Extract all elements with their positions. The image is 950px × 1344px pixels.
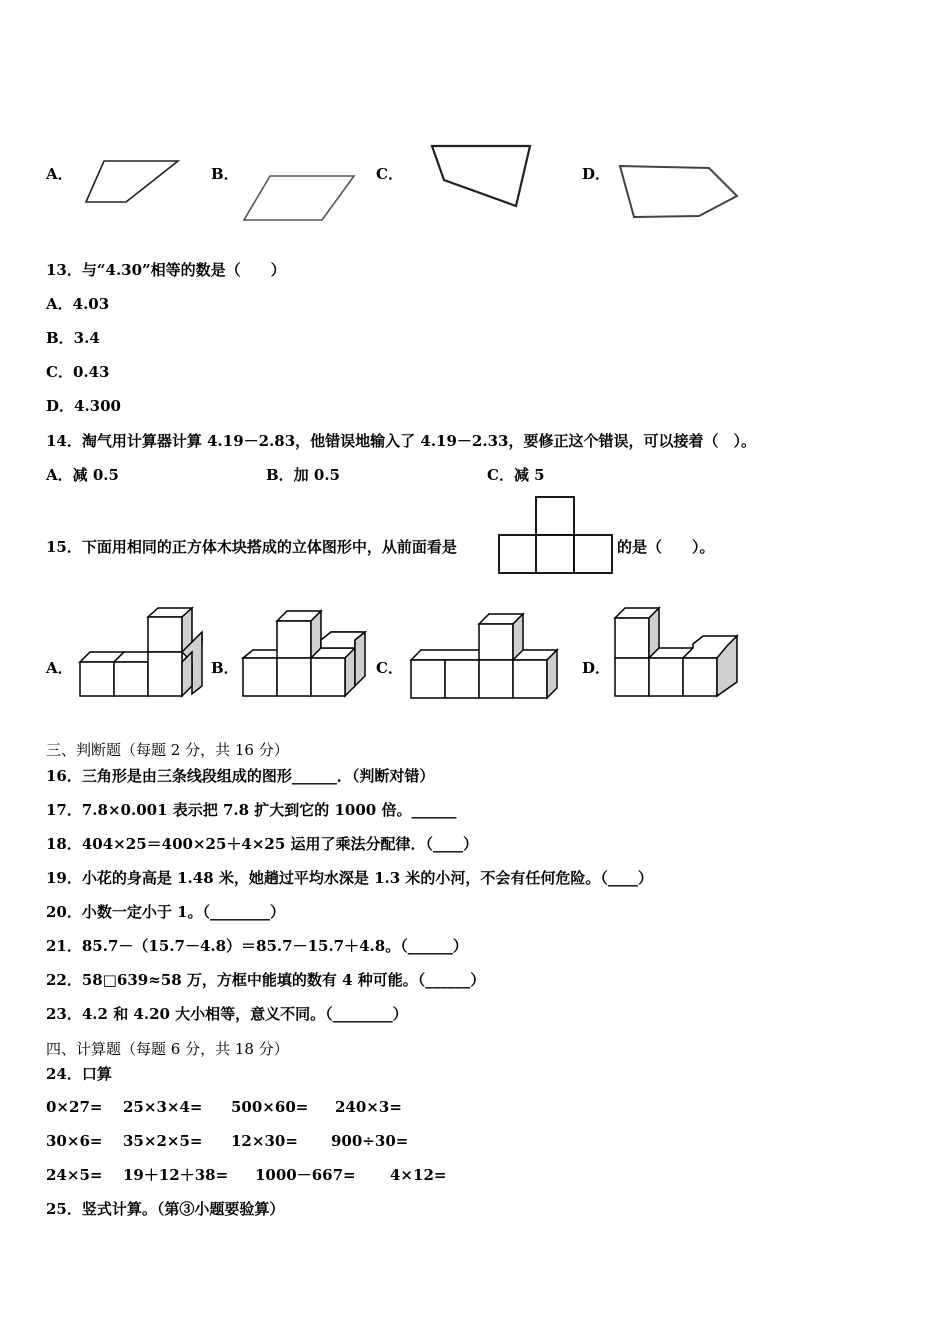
q15-option-a-label: A． (46, 659, 73, 677)
q12-option-d-label: D． (582, 165, 611, 183)
q13-option-d: D．4.300 (46, 397, 121, 415)
q22: 22．58□639≈58 万，方框中能填的数有 4 种可能。（______） (46, 971, 486, 989)
q15-front-view-figure (498, 496, 614, 576)
q14-stem: 14．淘气用计算器计算 4.19－2.83，他错误地输入了 4.19－2.33，要修正这个错误，可以接着（ ）。 (46, 432, 756, 450)
q13-option-a: A．4.03 (46, 295, 110, 313)
q15-solid-a (78, 606, 208, 698)
q14-option-c: C．减 5 (487, 466, 545, 484)
oral-item: 24×5= (46, 1166, 103, 1184)
section-4-title: 四、计算题（每题 6 分，共 18 分） (46, 1040, 289, 1058)
section-3-title: 三、判断题（每题 2 分，共 16 分） (46, 741, 289, 759)
oral-item: 900÷30= (331, 1132, 409, 1150)
q15-solid-b (241, 606, 375, 698)
q21: 21．85.7－（15.7－4.8）＝85.7－15.7＋4.8。（______） (46, 937, 468, 955)
q13-stem: 13．与“4.30”相等的数是（ ） (46, 261, 286, 279)
oral-item: 19＋12＋38= (123, 1166, 229, 1184)
q15-option-d-label: D． (582, 659, 611, 677)
q12-option-b-label: B． (211, 165, 239, 183)
q19: 19．小花的身高是 1.48 米，她趟过平均水深是 1.3 米的小河，不会有任何危险。（____） (46, 869, 653, 887)
q25-title: 25．竖式计算。（第③小题要验算） (46, 1200, 285, 1218)
q12-option-a-label: A． (46, 165, 73, 183)
oral-item: 35×2×5= (123, 1132, 203, 1150)
q12-shape-a (80, 156, 190, 212)
q17: 17．7.8×0.001 表示把 7.8 扩大到它的 1000 倍。______ (46, 801, 457, 819)
oral-item: 12×30= (231, 1132, 298, 1150)
oral-item: 1000－667= (255, 1166, 356, 1184)
q18: 18．404×25＝400×25＋4×25 运用了乘法分配律．（____） (46, 835, 478, 853)
q13-option-c: C．0.43 (46, 363, 110, 381)
oral-item: 500×60= (231, 1098, 309, 1116)
q12-shape-c (428, 140, 538, 214)
oral-item: 4×12= (390, 1166, 447, 1184)
q14-option-b: B．加 0.5 (266, 466, 340, 484)
q15-stem-before: 15．下面用相同的正方体木块搭成的立体图形中，从前面看是 (46, 538, 457, 556)
oral-item: 30×6= (46, 1132, 103, 1150)
q15-option-b-label: B． (211, 659, 239, 677)
q15-solid-c (409, 610, 565, 702)
q15-solid-d (613, 606, 743, 698)
q24-title: 24．口算 (46, 1065, 112, 1083)
oral-item: 0×27= (46, 1098, 103, 1116)
q12-shape-d (615, 160, 745, 226)
q16: 16．三角形是由三条线段组成的图形______．（判断对错） (46, 767, 435, 785)
q15-stem-after: 的是（ ）。 (617, 538, 715, 556)
q12-option-c-label: C． (376, 165, 403, 183)
oral-item: 25×3×4= (123, 1098, 203, 1116)
q14-option-a: A．减 0.5 (46, 466, 119, 484)
q12-shape-b (240, 170, 360, 226)
q15-option-c-label: C． (376, 659, 403, 677)
q20: 20．小数一定小于 1。（________） (46, 903, 286, 921)
q23: 23．4.2 和 4.20 大小相等，意义不同。（________） (46, 1005, 408, 1023)
q13-option-b: B．3.4 (46, 329, 100, 347)
oral-item: 240×3= (335, 1098, 402, 1116)
